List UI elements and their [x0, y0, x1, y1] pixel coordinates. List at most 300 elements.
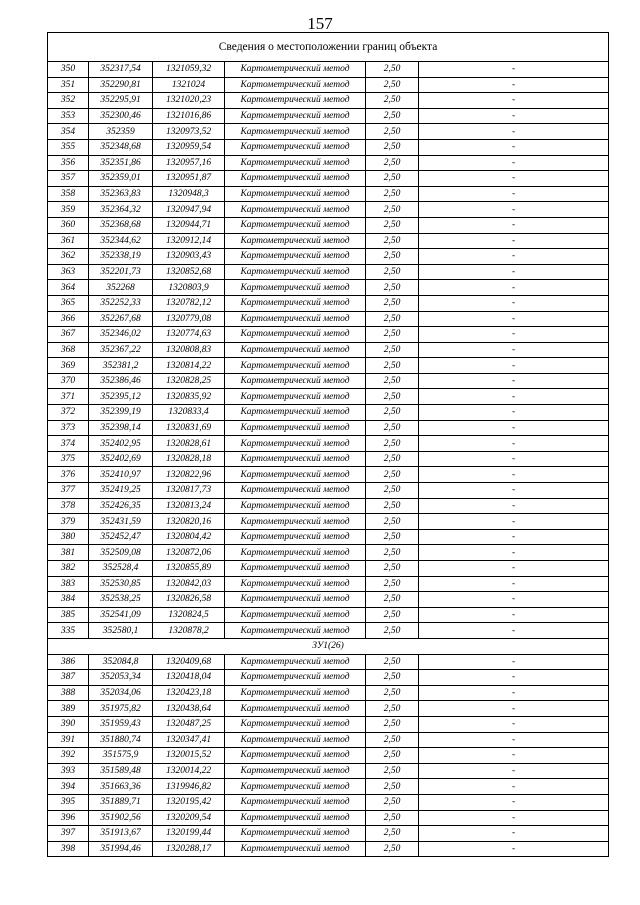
accuracy-cell: 2,50	[366, 763, 419, 779]
table-row	[48, 327, 609, 343]
table-row	[48, 217, 609, 233]
description-cell: -	[419, 732, 609, 748]
point-number-cell: 368	[48, 342, 89, 358]
accuracy-cell: 2,50	[366, 810, 419, 826]
description-cell: -	[419, 233, 609, 249]
table-row	[48, 295, 609, 311]
method-cell: Картометрический метод	[225, 592, 366, 608]
table-row	[48, 623, 609, 639]
x-coordinate-cell: 352295,91	[89, 93, 153, 109]
description-cell: -	[419, 327, 609, 343]
x-coordinate-cell: 352398,14	[89, 420, 153, 436]
y-coordinate-cell: 1320418,04	[153, 670, 225, 686]
method-cell: Картометрический метод	[225, 576, 366, 592]
method-cell: Картометрический метод	[225, 561, 366, 577]
accuracy-cell: 2,50	[366, 514, 419, 530]
y-coordinate-cell: 1320409,68	[153, 654, 225, 670]
table-title: Сведения о местоположении границ объекта	[48, 33, 609, 62]
y-coordinate-cell: 1320959,54	[153, 139, 225, 155]
accuracy-cell: 2,50	[366, 217, 419, 233]
point-number-cell: 392	[48, 748, 89, 764]
method-cell: Картометрический метод	[225, 514, 366, 530]
table-row	[48, 280, 609, 296]
method-cell: Картометрический метод	[225, 311, 366, 327]
method-cell: Картометрический метод	[225, 685, 366, 701]
y-coordinate-cell: 1320852,68	[153, 264, 225, 280]
point-number-cell: 398	[48, 841, 89, 857]
y-coordinate-cell: 1320438,64	[153, 701, 225, 717]
point-number-cell: 380	[48, 529, 89, 545]
accuracy-cell: 2,50	[366, 124, 419, 140]
x-coordinate-cell: 352290,81	[89, 77, 153, 93]
y-coordinate-cell: 1320828,61	[153, 436, 225, 452]
point-number-cell: 382	[48, 561, 89, 577]
accuracy-cell: 2,50	[366, 545, 419, 561]
accuracy-cell: 2,50	[366, 779, 419, 795]
method-cell: Картометрический метод	[225, 763, 366, 779]
description-cell: -	[419, 77, 609, 93]
method-cell: Картометрический метод	[225, 498, 366, 514]
table-row	[48, 467, 609, 483]
table-row	[48, 373, 609, 389]
table-row	[48, 592, 609, 608]
accuracy-cell: 2,50	[366, 670, 419, 686]
accuracy-cell: 2,50	[366, 436, 419, 452]
x-coordinate-cell: 352359	[89, 124, 153, 140]
point-number-cell: 391	[48, 732, 89, 748]
accuracy-cell: 2,50	[366, 155, 419, 171]
description-cell: -	[419, 62, 609, 78]
accuracy-cell: 2,50	[366, 77, 419, 93]
table-row	[48, 514, 609, 530]
y-coordinate-cell: 1320774,63	[153, 327, 225, 343]
table-row	[48, 249, 609, 265]
x-coordinate-cell: 352346,02	[89, 327, 153, 343]
y-coordinate-cell: 1320855,89	[153, 561, 225, 577]
accuracy-cell: 2,50	[366, 62, 419, 78]
table-row	[48, 202, 609, 218]
table-row	[48, 420, 609, 436]
point-number-cell: 374	[48, 436, 89, 452]
point-number-cell: 335	[48, 623, 89, 639]
table-row	[48, 155, 609, 171]
x-coordinate-cell: 352402,69	[89, 451, 153, 467]
description-cell: -	[419, 186, 609, 202]
point-number-cell: 375	[48, 451, 89, 467]
method-cell: Картометрический метод	[225, 233, 366, 249]
point-number-cell: 359	[48, 202, 89, 218]
accuracy-cell: 2,50	[366, 483, 419, 499]
description-cell: -	[419, 592, 609, 608]
description-cell: -	[419, 826, 609, 842]
accuracy-cell: 2,50	[366, 108, 419, 124]
accuracy-cell: 2,50	[366, 561, 419, 577]
accuracy-cell: 2,50	[366, 202, 419, 218]
description-cell: -	[419, 124, 609, 140]
point-number-cell: 367	[48, 327, 89, 343]
x-coordinate-cell: 352452,47	[89, 529, 153, 545]
method-cell: Картометрический метод	[225, 405, 366, 421]
accuracy-cell: 2,50	[366, 295, 419, 311]
point-number-cell: 363	[48, 264, 89, 280]
y-coordinate-cell: 1320782,12	[153, 295, 225, 311]
method-cell: Картометрический метод	[225, 186, 366, 202]
y-coordinate-cell: 1320903,43	[153, 249, 225, 265]
accuracy-cell: 2,50	[366, 249, 419, 265]
point-number-cell: 378	[48, 498, 89, 514]
point-number-cell: 390	[48, 716, 89, 732]
x-coordinate-cell: 352348,68	[89, 139, 153, 155]
x-coordinate-cell: 351902,56	[89, 810, 153, 826]
point-number-cell: 366	[48, 311, 89, 327]
x-coordinate-cell: 352363,83	[89, 186, 153, 202]
accuracy-cell: 2,50	[366, 342, 419, 358]
table-row	[48, 186, 609, 202]
point-number-cell: 358	[48, 186, 89, 202]
description-cell: -	[419, 545, 609, 561]
x-coordinate-cell: 352267,68	[89, 311, 153, 327]
y-coordinate-cell: 1320828,18	[153, 451, 225, 467]
y-coordinate-cell: 1321059,32	[153, 62, 225, 78]
method-cell: Картометрический метод	[225, 171, 366, 187]
accuracy-cell: 2,50	[366, 748, 419, 764]
point-number-cell: 394	[48, 779, 89, 795]
method-cell: Картометрический метод	[225, 841, 366, 857]
point-number-cell: 362	[48, 249, 89, 265]
y-coordinate-cell: 1320014,22	[153, 763, 225, 779]
y-coordinate-cell: 1320288,17	[153, 841, 225, 857]
accuracy-cell: 2,50	[366, 841, 419, 857]
accuracy-cell: 2,50	[366, 264, 419, 280]
x-coordinate-cell: 351663,36	[89, 779, 153, 795]
x-coordinate-cell: 352538,25	[89, 592, 153, 608]
description-cell: -	[419, 670, 609, 686]
method-cell: Картометрический метод	[225, 810, 366, 826]
point-number-cell: 355	[48, 139, 89, 155]
accuracy-cell: 2,50	[366, 171, 419, 187]
accuracy-cell: 2,50	[366, 327, 419, 343]
method-cell: Картометрический метод	[225, 654, 366, 670]
description-cell: -	[419, 716, 609, 732]
x-coordinate-cell: 352386,46	[89, 373, 153, 389]
point-number-cell: 383	[48, 576, 89, 592]
y-coordinate-cell: 1320779,08	[153, 311, 225, 327]
x-coordinate-cell: 352399,19	[89, 405, 153, 421]
y-coordinate-cell: 1320804,42	[153, 529, 225, 545]
section-label: ЗУ1(26)	[48, 638, 609, 654]
method-cell: Картометрический метод	[225, 529, 366, 545]
accuracy-cell: 2,50	[366, 732, 419, 748]
table-row	[48, 451, 609, 467]
method-cell: Картометрический метод	[225, 483, 366, 499]
method-cell: Картометрический метод	[225, 607, 366, 623]
accuracy-cell: 2,50	[366, 716, 419, 732]
description-cell: -	[419, 607, 609, 623]
description-cell: -	[419, 249, 609, 265]
table-row	[48, 763, 609, 779]
point-number-cell: 350	[48, 62, 89, 78]
method-cell: Картометрический метод	[225, 826, 366, 842]
accuracy-cell: 2,50	[366, 467, 419, 483]
x-coordinate-cell: 352084,8	[89, 654, 153, 670]
method-cell: Картометрический метод	[225, 280, 366, 296]
method-cell: Картометрический метод	[225, 155, 366, 171]
point-number-cell: 384	[48, 592, 89, 608]
y-coordinate-cell: 1321024	[153, 77, 225, 93]
accuracy-cell: 2,50	[366, 358, 419, 374]
x-coordinate-cell: 352338,19	[89, 249, 153, 265]
table-row	[48, 716, 609, 732]
table-row	[48, 810, 609, 826]
x-coordinate-cell: 352580,1	[89, 623, 153, 639]
method-cell: Картометрический метод	[225, 748, 366, 764]
point-number-cell: 395	[48, 794, 89, 810]
point-number-cell: 353	[48, 108, 89, 124]
accuracy-cell: 2,50	[366, 93, 419, 109]
y-coordinate-cell: 1320912,14	[153, 233, 225, 249]
point-number-cell: 352	[48, 93, 89, 109]
accuracy-cell: 2,50	[366, 186, 419, 202]
method-cell: Картометрический метод	[225, 93, 366, 109]
table-row	[48, 77, 609, 93]
accuracy-cell: 2,50	[366, 139, 419, 155]
point-number-cell: 373	[48, 420, 89, 436]
method-cell: Картометрический метод	[225, 139, 366, 155]
x-coordinate-cell: 352359,01	[89, 171, 153, 187]
x-coordinate-cell: 352344,62	[89, 233, 153, 249]
description-cell: -	[419, 498, 609, 514]
table-row	[48, 342, 609, 358]
y-coordinate-cell: 1320947,94	[153, 202, 225, 218]
accuracy-cell: 2,50	[366, 529, 419, 545]
table-row	[48, 732, 609, 748]
y-coordinate-cell: 1320835,92	[153, 389, 225, 405]
y-coordinate-cell: 1320828,25	[153, 373, 225, 389]
accuracy-cell: 2,50	[366, 451, 419, 467]
table-row	[48, 748, 609, 764]
table-row	[48, 576, 609, 592]
boundary-coordinates-table	[47, 32, 609, 857]
point-number-cell: 386	[48, 654, 89, 670]
x-coordinate-cell: 352541,09	[89, 607, 153, 623]
description-cell: -	[419, 623, 609, 639]
x-coordinate-cell: 352201,73	[89, 264, 153, 280]
y-coordinate-cell: 1320948,3	[153, 186, 225, 202]
y-coordinate-cell: 1320209,54	[153, 810, 225, 826]
x-coordinate-cell: 351959,43	[89, 716, 153, 732]
x-coordinate-cell: 351575,9	[89, 748, 153, 764]
table-row	[48, 358, 609, 374]
method-cell: Картометрический метод	[225, 670, 366, 686]
y-coordinate-cell: 1320015,52	[153, 748, 225, 764]
description-cell: -	[419, 358, 609, 374]
description-cell: -	[419, 451, 609, 467]
accuracy-cell: 2,50	[366, 405, 419, 421]
x-coordinate-cell: 352364,32	[89, 202, 153, 218]
description-cell: -	[419, 483, 609, 499]
table-row	[48, 311, 609, 327]
point-number-cell: 360	[48, 217, 89, 233]
method-cell: Картометрический метод	[225, 420, 366, 436]
y-coordinate-cell: 1320199,44	[153, 826, 225, 842]
method-cell: Картометрический метод	[225, 327, 366, 343]
x-coordinate-cell: 352530,85	[89, 576, 153, 592]
method-cell: Картометрический метод	[225, 295, 366, 311]
y-coordinate-cell: 1320951,87	[153, 171, 225, 187]
description-cell: -	[419, 93, 609, 109]
point-number-cell: 371	[48, 389, 89, 405]
y-coordinate-cell: 1320973,52	[153, 124, 225, 140]
x-coordinate-cell: 352252,33	[89, 295, 153, 311]
x-coordinate-cell: 352509,08	[89, 545, 153, 561]
method-cell: Картометрический метод	[225, 701, 366, 717]
method-cell: Картометрический метод	[225, 373, 366, 389]
x-coordinate-cell: 351913,67	[89, 826, 153, 842]
x-coordinate-cell: 352351,86	[89, 155, 153, 171]
point-number-cell: 393	[48, 763, 89, 779]
method-cell: Картометрический метод	[225, 249, 366, 265]
description-cell: -	[419, 561, 609, 577]
description-cell: -	[419, 514, 609, 530]
accuracy-cell: 2,50	[366, 373, 419, 389]
method-cell: Картометрический метод	[225, 358, 366, 374]
table-row	[48, 124, 609, 140]
point-number-cell: 379	[48, 514, 89, 530]
table-row	[48, 545, 609, 561]
description-cell: -	[419, 311, 609, 327]
table-title-row	[48, 33, 609, 62]
y-coordinate-cell: 1320833,4	[153, 405, 225, 421]
point-number-cell: 369	[48, 358, 89, 374]
x-coordinate-cell: 352381,2	[89, 358, 153, 374]
method-cell: Картометрический метод	[225, 623, 366, 639]
y-coordinate-cell: 1320957,16	[153, 155, 225, 171]
table-row	[48, 685, 609, 701]
description-cell: -	[419, 139, 609, 155]
accuracy-cell: 2,50	[366, 826, 419, 842]
method-cell: Картометрический метод	[225, 716, 366, 732]
accuracy-cell: 2,50	[366, 311, 419, 327]
x-coordinate-cell: 352431,59	[89, 514, 153, 530]
table-row	[48, 62, 609, 78]
y-coordinate-cell: 1320813,24	[153, 498, 225, 514]
y-coordinate-cell: 1320347,41	[153, 732, 225, 748]
method-cell: Картометрический метод	[225, 389, 366, 405]
x-coordinate-cell: 352410,97	[89, 467, 153, 483]
table-row	[48, 171, 609, 187]
method-cell: Картометрический метод	[225, 779, 366, 795]
description-cell: -	[419, 654, 609, 670]
x-coordinate-cell: 352426,35	[89, 498, 153, 514]
table-row	[48, 529, 609, 545]
description-cell: -	[419, 342, 609, 358]
x-coordinate-cell: 352053,34	[89, 670, 153, 686]
accuracy-cell: 2,50	[366, 280, 419, 296]
table-row	[48, 108, 609, 124]
accuracy-cell: 2,50	[366, 592, 419, 608]
description-cell: -	[419, 576, 609, 592]
accuracy-cell: 2,50	[366, 685, 419, 701]
method-cell: Картометрический метод	[225, 436, 366, 452]
description-cell: -	[419, 810, 609, 826]
y-coordinate-cell: 1321016,86	[153, 108, 225, 124]
y-coordinate-cell: 1320944,71	[153, 217, 225, 233]
point-number-cell: 397	[48, 826, 89, 842]
description-cell: -	[419, 436, 609, 452]
x-coordinate-cell: 352268	[89, 280, 153, 296]
method-cell: Картометрический метод	[225, 467, 366, 483]
method-cell: Картометрический метод	[225, 264, 366, 280]
description-cell: -	[419, 748, 609, 764]
page-number: 157	[307, 14, 333, 33]
accuracy-cell: 2,50	[366, 794, 419, 810]
method-cell: Картометрический метод	[225, 794, 366, 810]
method-cell: Картометрический метод	[225, 77, 366, 93]
point-number-cell: 354	[48, 124, 89, 140]
y-coordinate-cell: 1320820,16	[153, 514, 225, 530]
table-row	[48, 483, 609, 499]
x-coordinate-cell: 351889,71	[89, 794, 153, 810]
table-row	[48, 389, 609, 405]
accuracy-cell: 2,50	[366, 389, 419, 405]
point-number-cell: 376	[48, 467, 89, 483]
y-coordinate-cell: 1320423,18	[153, 685, 225, 701]
accuracy-cell: 2,50	[366, 701, 419, 717]
accuracy-cell: 2,50	[366, 420, 419, 436]
y-coordinate-cell: 1320803,9	[153, 280, 225, 296]
description-cell: -	[419, 841, 609, 857]
table-row	[48, 561, 609, 577]
y-coordinate-cell: 1319946,82	[153, 779, 225, 795]
point-number-cell: 387	[48, 670, 89, 686]
description-cell: -	[419, 405, 609, 421]
table-row	[48, 794, 609, 810]
y-coordinate-cell: 1320831,69	[153, 420, 225, 436]
method-cell: Картометрический метод	[225, 202, 366, 218]
y-coordinate-cell: 1320817,73	[153, 483, 225, 499]
method-cell: Картометрический метод	[225, 217, 366, 233]
table-row	[48, 607, 609, 623]
point-number-cell: 377	[48, 483, 89, 499]
point-number-cell: 365	[48, 295, 89, 311]
table-row	[48, 264, 609, 280]
description-cell: -	[419, 420, 609, 436]
description-cell: -	[419, 779, 609, 795]
method-cell: Картометрический метод	[225, 108, 366, 124]
table-row	[48, 654, 609, 670]
description-cell: -	[419, 529, 609, 545]
description-cell: -	[419, 685, 609, 701]
point-number-cell: 370	[48, 373, 89, 389]
description-cell: -	[419, 373, 609, 389]
point-number-cell: 396	[48, 810, 89, 826]
table-row	[48, 405, 609, 421]
description-cell: -	[419, 701, 609, 717]
x-coordinate-cell: 352402,95	[89, 436, 153, 452]
method-cell: Картометрический метод	[225, 545, 366, 561]
method-cell: Картометрический метод	[225, 62, 366, 78]
accuracy-cell: 2,50	[366, 607, 419, 623]
point-number-cell: 385	[48, 607, 89, 623]
point-number-cell: 356	[48, 155, 89, 171]
y-coordinate-cell: 1320872,06	[153, 545, 225, 561]
point-number-cell: 389	[48, 701, 89, 717]
y-coordinate-cell: 1320814,22	[153, 358, 225, 374]
table-row	[48, 779, 609, 795]
y-coordinate-cell: 1320487,25	[153, 716, 225, 732]
method-cell: Картометрический метод	[225, 732, 366, 748]
method-cell: Картометрический метод	[225, 124, 366, 140]
